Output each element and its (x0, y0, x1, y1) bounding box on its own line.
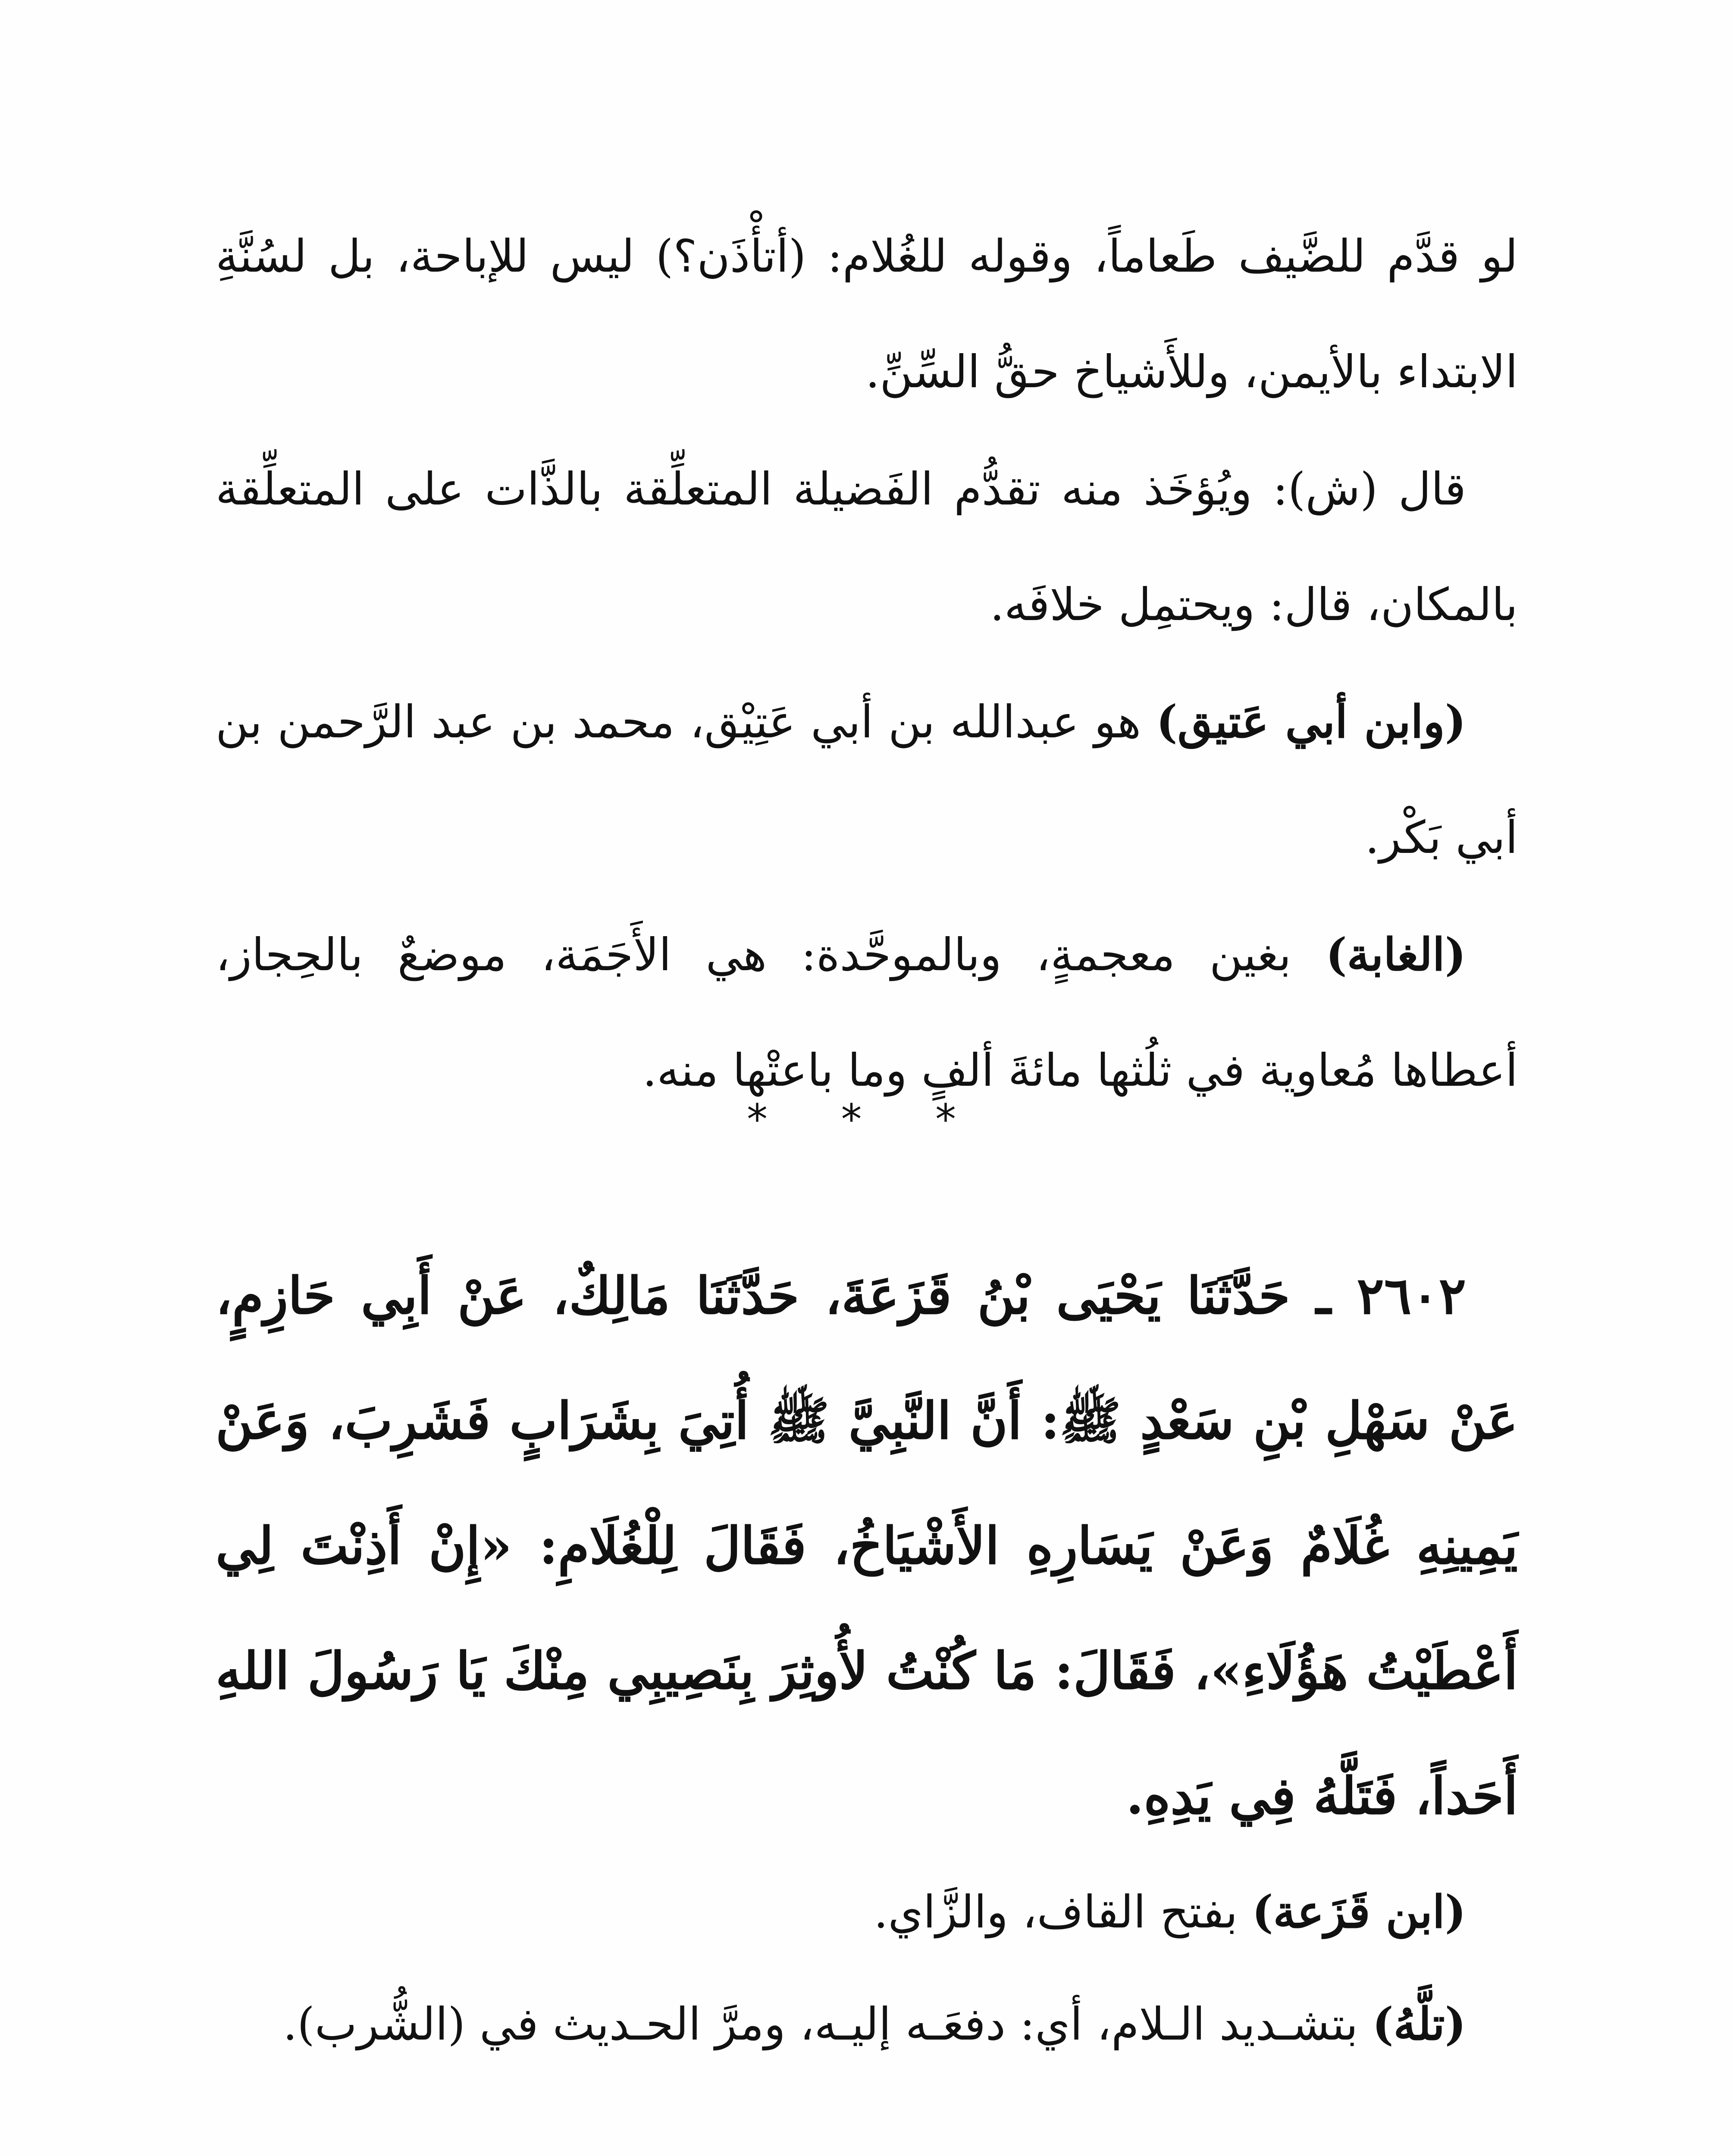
gloss-text: بغين معجمةٍ، وبالموحَّدة: هي الأَجَمَة، موضعٌ بالحِجاز، أعطاها مُعاوية في ثلُثها مائةَ ألفٍ وما باعتْها منه. (216, 928, 1518, 1097)
glossed-term: (ابن قَزَعة) (1252, 1885, 1466, 1938)
glossed-term: (تلَّهُ) (1372, 1997, 1466, 2050)
paragraph-text (216, 664, 1518, 895)
paragraph-text: قال (ش): ويُؤخَذ منه تقدُّم الفَضيلة المتعلِّقة بالذَّات على المتعلِّقة بالمكان، قال: ويحتمِل خلافَه. (216, 463, 1518, 631)
note-paragraph (216, 1854, 1518, 1970)
commentary-paragraph (216, 431, 1518, 662)
commentary-paragraph (216, 198, 1518, 429)
hadith-text-block (216, 1233, 1518, 1858)
paragraph-text (216, 897, 1518, 1128)
hadith-text: ٢٦٠٢ ـ حَدَّثَنَا يَحْيَى بْنُ قَزَعَةَ، حَدَّثَنَا مَالِكٌ، عَنْ أَبِي حَازِمٍ، عَنْ سَهْلِ بْنِ سَعْدٍ ﷺ: أَنَّ النَّبِيَّ ﷺ أُتِيَ بِشَرَابٍ فَشَرِبَ، وَعَنْ يَمِينِهِ غُلَامٌ وَعَنْ يَسَارِهِ الأَشْيَاخُ، فَقَالَ لِلْغُلَامِ: «إِنْ أَذِنْتَ لِي أَعْطَيْتُ هَؤُلَاءِ»، فَقَالَ: مَا كُنْتُ لأُوثِرَ بِنَصِيبِي مِنْكَ يَا رَسُولَ اللهِ أَحَداً، فَتَلَّهُ فِي يَدِهِ. (216, 1266, 1518, 1826)
commentary-paragraph (216, 897, 1518, 1128)
paragraph-text (216, 1966, 1518, 2082)
gloss-text: هو عبدالله بن أبي عَتِيْق، محمد بن عبد الرَّحمن بن أبي بَكْر. (216, 696, 1518, 864)
section-separator: * * * (746, 1095, 987, 1144)
gloss-text: بتشـديد الـلام، أي: دفعَـه إليـه، ومرَّ الحـديث في (الشُّرب). (283, 1998, 1358, 2050)
paragraph-text (216, 1854, 1518, 1970)
gloss-text: بفتح القاف، والزَّاي. (874, 1886, 1238, 1938)
commentary-paragraph (216, 664, 1518, 895)
glossed-term: (الغابة) (1326, 928, 1466, 981)
paragraph-text: لو قدَّم للضَّيف طَعاماً، وقوله للغُلام: (أتأْذَن؟) ليس للإباحة، بل لسُنَّةِ الابتداء بالأيمن، وللأَشياخ حقُّ السِّنِّ. (216, 230, 1518, 398)
glossed-term: (وابن أبي عَتيق) (1156, 695, 1466, 748)
note-paragraph (216, 1966, 1518, 2082)
